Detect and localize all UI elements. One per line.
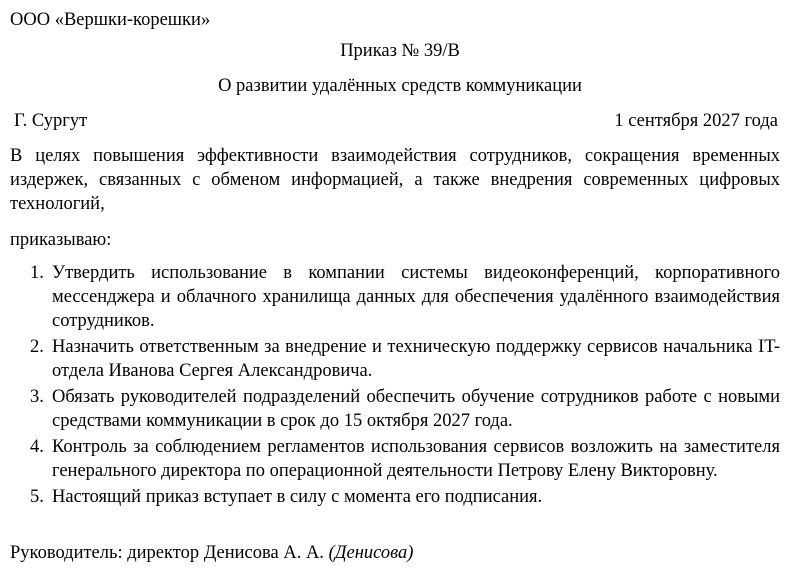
order-items-list bbox=[30, 261, 780, 511]
list-item-text: Утвердить использование в компании системы видеоконференций, корпоративного мессенджера и облачного хранилища данных для обеспечения удалённого взаимодействия сотрудников. bbox=[52, 263, 780, 331]
company-name: ООО «Вершки-корешки» bbox=[10, 10, 211, 30]
list-item-number: 4. bbox=[30, 437, 44, 457]
list-item-number: 5. bbox=[30, 487, 44, 507]
list-item-text: Назначить ответственным за внедрение и техническую поддержку сервисов начальника IT-отдела Иванова Сергея Александровича. bbox=[52, 337, 780, 381]
city: Г. Сургут bbox=[14, 111, 88, 131]
preamble-paragraph: В целях повышения эффективности взаимодействия сотрудников, сокращения временных издержек, связанных с обменом информацией, а также внедрения современных цифровых технологий, bbox=[10, 146, 780, 214]
order-word: приказываю: bbox=[10, 230, 112, 250]
order-title: Приказ № 39/В bbox=[340, 41, 460, 61]
list-item-text: Настоящий приказ вступает в силу с момента его подписания. bbox=[52, 487, 543, 507]
signature-line bbox=[10, 541, 413, 565]
list-item bbox=[30, 385, 780, 433]
signature-label: Руководитель: директор Денисова А. А. bbox=[10, 543, 324, 563]
list-item-text: Контроль за соблюдением регламентов использования сервисов возложить на заместителя генерального директора по операционной деятельности Петрову Елену Викторовну. bbox=[52, 437, 780, 481]
list-item bbox=[30, 435, 780, 483]
order-date: 1 сентября 2027 года bbox=[614, 111, 778, 131]
list-item bbox=[30, 335, 780, 383]
list-item bbox=[30, 261, 780, 333]
list-item-number: 1. bbox=[30, 263, 44, 283]
signature-name: (Денисова) bbox=[328, 543, 414, 563]
list-item-number: 2. bbox=[30, 337, 44, 357]
list-item-text: Обязать руководителей подразделений обеспечить обучение сотрудников работе с новыми средствами коммуникации в срок до 15 октября 2027 года. bbox=[52, 387, 780, 431]
list-item bbox=[30, 485, 780, 509]
list-item-number: 3. bbox=[30, 387, 44, 407]
order-subject: О развитии удалённых средств коммуникации bbox=[218, 76, 582, 96]
